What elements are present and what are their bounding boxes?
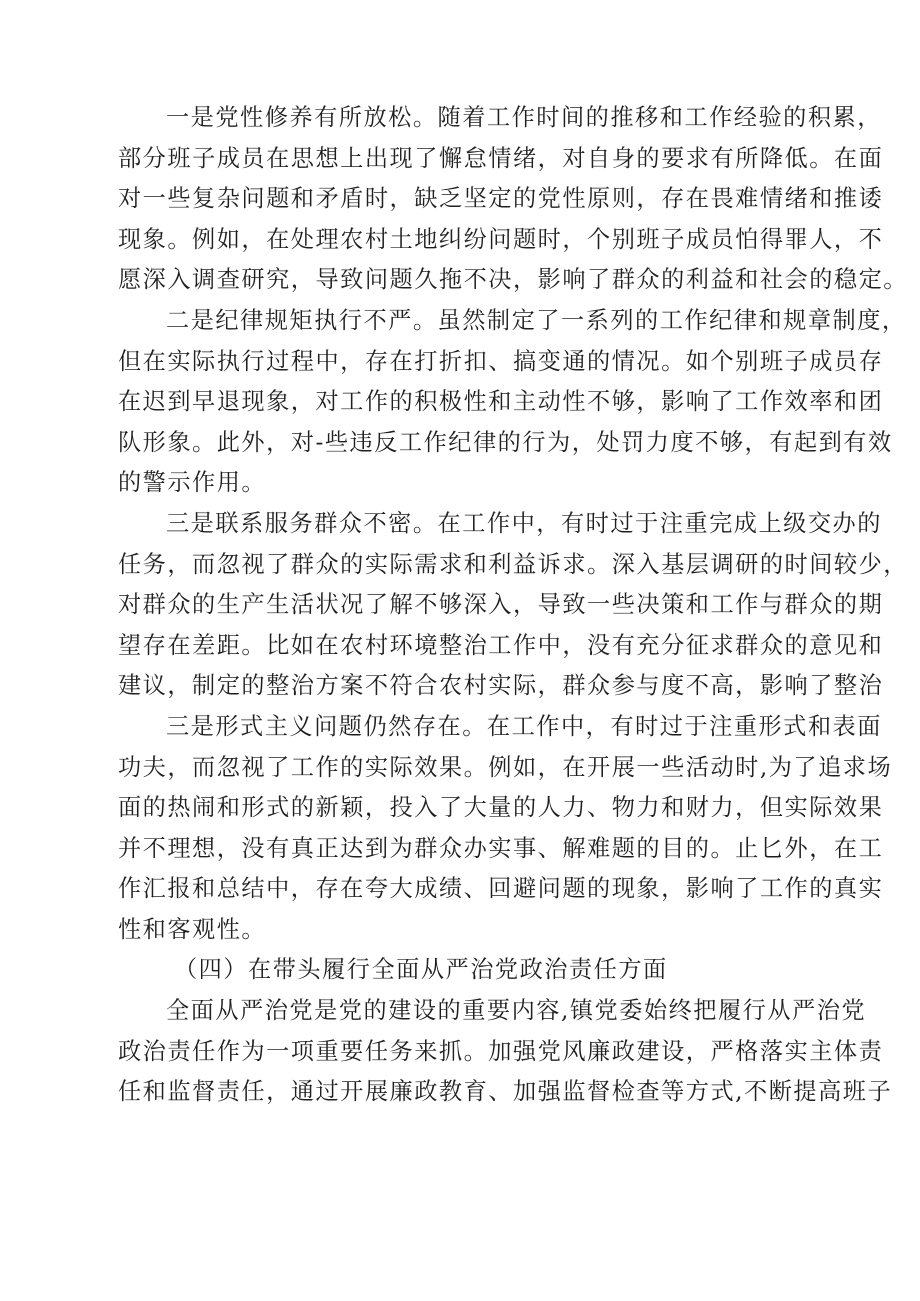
paragraph-3-line-2: 任务，而忽视了群众的实际需求和利益诉求。深入基层调研的时间较少， (118, 550, 908, 578)
paragraph-3-line-5: 建议，制定的整治方案不符合农村实际，群众参与度不高，影响了整治 (118, 672, 884, 700)
paragraph-2-line-1: 二是纪律规矩执行不严。虽然制定了一系列的工作纪律和规章制度， (166, 306, 907, 334)
paragraph-2-line-3: 在迟到早退现象，对工作的积极性和主动性不够，影响了工作效率和团 (118, 388, 884, 416)
paragraph-2-line-5: 的警示作用。 (118, 469, 267, 497)
paragraph-1-line-1: 一是党性修养有所放松。随着工作时间的推移和工作经验的积累， (166, 104, 882, 131)
paragraph-4-line-2: 功夫，而忽视了工作的实际效果。例如，在开展一些活动时,为了追求场 (118, 753, 893, 781)
paragraph-1-line-3: 对一些复杂问题和矛盾时，缺乏坚定的党性原则，存在畏难情绪和推诿 (118, 185, 884, 213)
paragraph-1-line-5: 愿深入调查研究，导致问题久拖不决，影响了群众的利益和社会的稳定。 (118, 266, 908, 294)
paragraph-2-line-4: 队形象。此外，对-些违反工作纪律的行为，处罚力度不够，有起到有效 (118, 428, 893, 456)
section-heading: （四）在带头履行全面从严治党政治责任方面 (174, 956, 668, 984)
paragraph-4-line-6: 性和客观性。 (118, 915, 267, 943)
paragraph-3-line-3: 对群众的生产生活状况了解不够深入，导致一些决策和工作与群众的期 (118, 591, 884, 619)
paragraph-2-line-2: 但在实际执行过程中，存在打折扣、搞变通的情况。如个别班子成员存 (118, 347, 884, 375)
paragraph-4-line-4: 并不理想，没有真正达到为群众办实事、解难题的目的。止匕外，在工 (118, 834, 884, 862)
paragraph-5-line-1: 全面从严治党是党的建设的重要内容,镇党委始终把履行从严治党 (166, 997, 867, 1025)
paragraph-1-line-4: 现象。例如，在处理农村土地纠纷问题时，个别班子成员怕得罪人，不 (118, 225, 884, 253)
paragraph-5-line-2: 政治责任作为一项重要任务来抓。加强党风廉政建设，严格落实主体责 (118, 1037, 884, 1065)
paragraph-3-line-1: 三是联系服务群众不密。在工作中，有时过于注重完成上级交办的 (166, 509, 882, 537)
paragraph-5-line-3: 任和监督责任，通过开展廉政教育、加强监督检查等方式,不断提高班子 (118, 1078, 893, 1106)
paragraph-3-line-4: 望存在差距。比如在农村环境整治工作中，没有充分征求群众的意见和 (118, 631, 884, 659)
paragraph-4-line-1: 三是形式主义问题仍然存在。在工作中，有时过于注重形式和表面 (166, 712, 882, 740)
paragraph-4-line-3: 面的热闹和形式的新颖，投入了大量的人力、物力和财力，但实际效果 (118, 794, 884, 822)
document-body (118, 98, 908, 1113)
paragraph-1-line-2: 部分班子成员在思想上出现了懈怠情绪，对自身的要求有所降低。在面 (118, 144, 884, 172)
paragraph-4-line-5: 作汇报和总结中，存在夸大成绩、回避问题的现象，影响了工作的真实 (118, 875, 884, 903)
